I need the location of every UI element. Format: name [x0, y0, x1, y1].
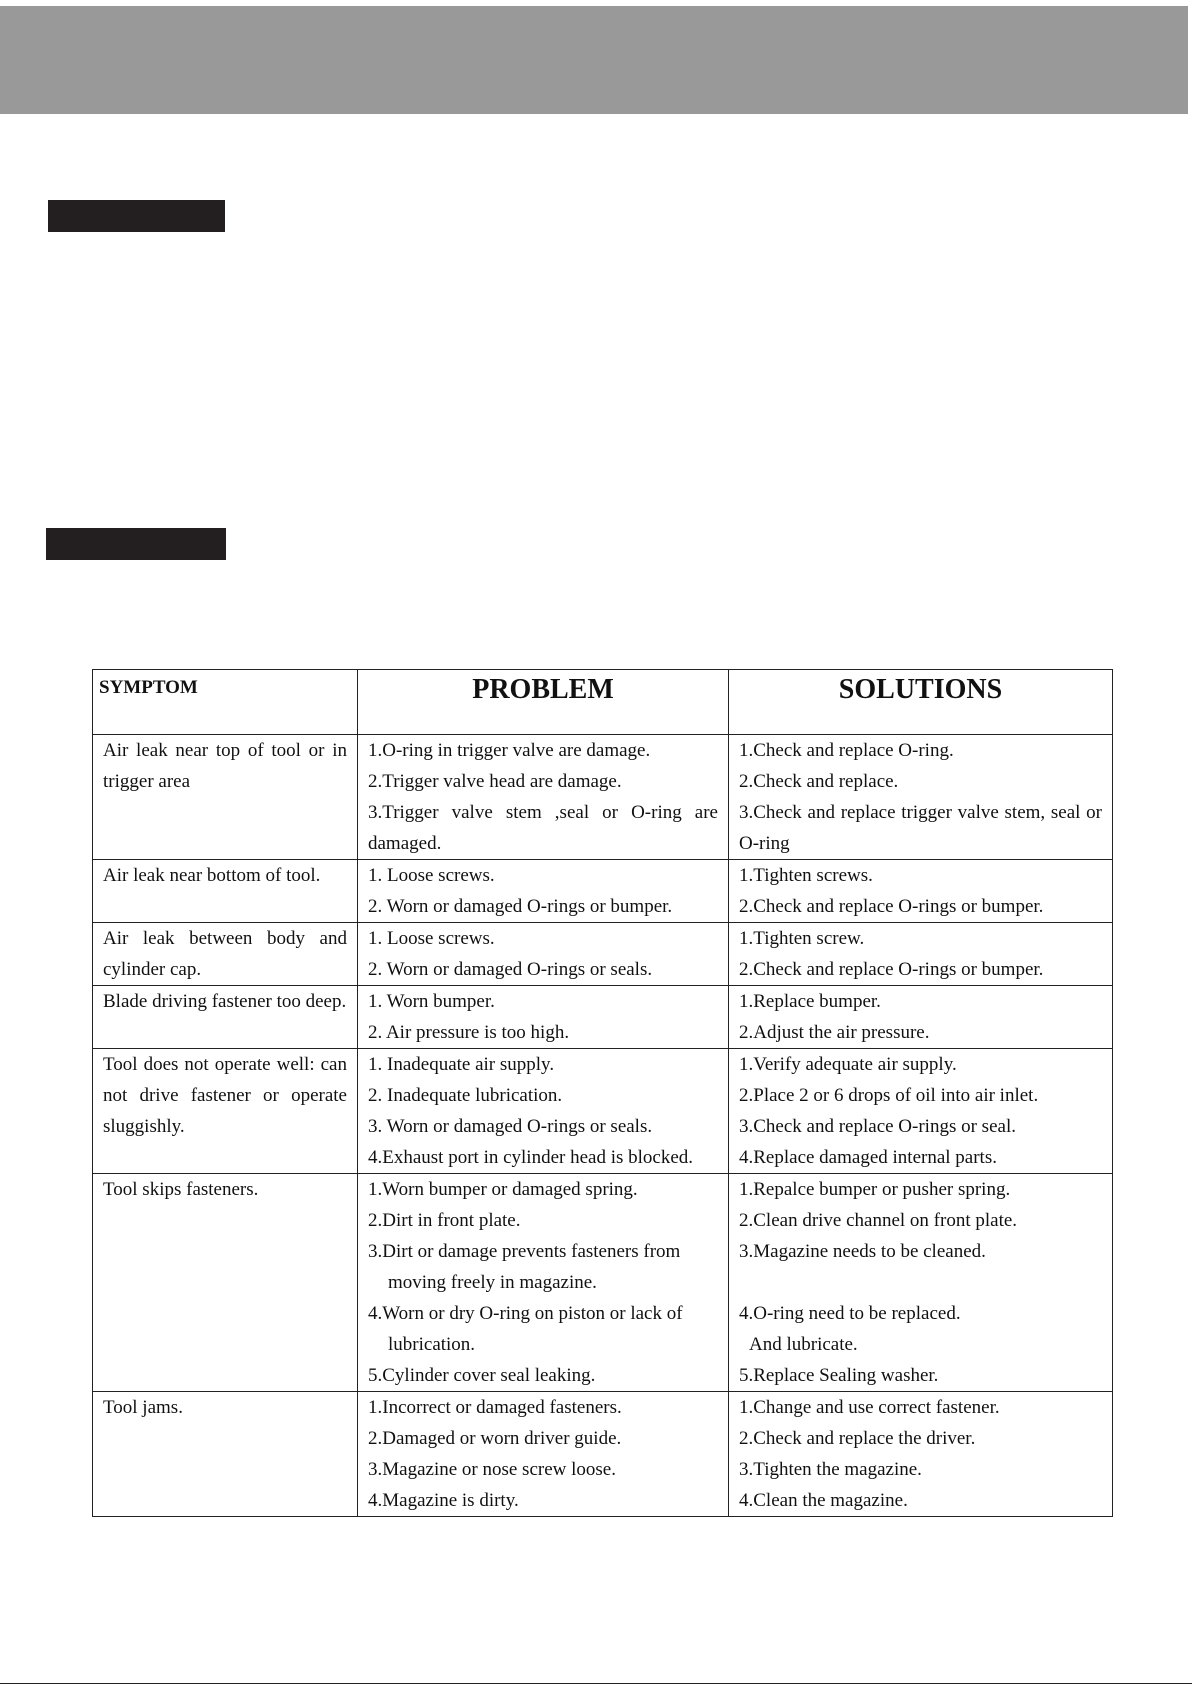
problem-line: 3.Magazine or nose screw loose. — [368, 1459, 616, 1480]
solution-line: 3.Check and replace O-rings or seal. — [739, 1116, 1016, 1137]
table-row — [93, 735, 1113, 860]
solution-cell — [729, 986, 1113, 1049]
problem-line: 1. Inadequate air supply. — [368, 1054, 555, 1075]
solution-line: 1.Repalce bumper or pusher spring. — [739, 1179, 1011, 1200]
problem-line: 1.Incorrect or damaged fasteners. — [368, 1397, 622, 1418]
problem-line: 2. Air pressure is too high. — [368, 1022, 570, 1043]
problem-line: 5.Cylinder cover seal leaking. — [368, 1365, 596, 1386]
problem-line: 1.Worn bumper or damaged spring. — [368, 1179, 638, 1200]
problem-line: 1. Loose screws. — [368, 865, 495, 886]
problem-line: 2. Worn or damaged O-rings or bumper. — [368, 896, 673, 917]
problem-cell — [358, 735, 729, 860]
troubleshooting-table — [92, 669, 1113, 1517]
table-row — [93, 986, 1113, 1049]
problem-cell — [358, 1174, 729, 1392]
solution-line: 4.Clean the magazine. — [739, 1490, 908, 1511]
symptom-cell: Tool skips fasteners. — [93, 1174, 358, 1392]
solution-spacer — [739, 1267, 1102, 1298]
problem-line: 2.Trigger valve head are damage. — [368, 771, 622, 792]
solution-line: 3.Check and replace trigger valve stem, seal or O-ring — [739, 802, 1102, 854]
symptom-cell: Tool jams. — [93, 1392, 358, 1517]
solution-line: 1.Replace bumper. — [739, 991, 881, 1012]
solution-line: 1.Check and replace O-ring. — [739, 740, 954, 761]
problem-line: 2.Dirt in front plate. — [368, 1210, 521, 1231]
problem-cell — [358, 1392, 729, 1517]
solution-cell — [729, 860, 1113, 923]
problem-line: 2.Damaged or worn driver guide. — [368, 1428, 622, 1449]
table-row — [93, 1174, 1113, 1392]
problem-line: lubrication. — [388, 1334, 476, 1355]
solution-line: 1.Verify adequate air supply. — [739, 1054, 957, 1075]
solution-cell — [729, 735, 1113, 860]
problem-line: 1. Loose screws. — [368, 928, 495, 949]
symptom-cell: Air leak near top of tool or in trigger area — [93, 735, 358, 860]
solution-line: 2.Check and replace O-rings or bumper. — [739, 896, 1044, 917]
solution-line: 2.Check and replace the driver. — [739, 1428, 976, 1449]
solution-line: 2.Adjust the air pressure. — [739, 1022, 930, 1043]
problem-line: 2. Worn or damaged O-rings or seals. — [368, 959, 653, 980]
solution-line: 3.Tighten the magazine. — [739, 1459, 922, 1480]
bottom-rule — [0, 1683, 1192, 1684]
section-label-bar-2 — [46, 528, 226, 560]
solution-cell — [729, 1049, 1113, 1174]
problem-line: moving freely in magazine. — [388, 1272, 597, 1293]
problem-cell — [358, 923, 729, 986]
symptom-cell: Air leak between body and cylinder cap. — [93, 923, 358, 986]
problem-line: 3.Trigger valve stem ,seal or O-ring are damaged. — [368, 802, 718, 854]
solution-line: 2.Place 2 or 6 drops of oil into air inlet. — [739, 1085, 1039, 1106]
symptom-cell: Tool does not operate well: can not drive fastener or operate sluggishly. — [93, 1049, 358, 1174]
problem-line: 4.Worn or dry O-ring on piston or lack of — [368, 1303, 683, 1324]
problem-cell — [358, 1049, 729, 1174]
section-label-bar-1 — [48, 200, 225, 232]
solution-line: 2.Check and replace O-rings or bumper. — [739, 959, 1044, 980]
solution-line: 1.Change and use correct fastener. — [739, 1397, 1000, 1418]
solution-line: 4.Replace damaged internal parts. — [739, 1147, 997, 1168]
table-header-row — [93, 670, 1113, 735]
solution-line: 2.Clean drive channel on front plate. — [739, 1210, 1018, 1231]
problem-line: 1.O-ring in trigger valve are damage. — [368, 740, 651, 761]
solution-line: 2.Check and replace. — [739, 771, 899, 792]
problem-line: 1. Worn bumper. — [368, 991, 495, 1012]
symptom-cell: Air leak near bottom of tool. — [93, 860, 358, 923]
table-row — [93, 1392, 1113, 1517]
solution-line: 5.Replace Sealing washer. — [739, 1365, 939, 1386]
problem-line: 2. Inadequate lubrication. — [368, 1085, 563, 1106]
solution-line: 3.Magazine needs to be cleaned. — [739, 1241, 986, 1262]
header-solutions: SOLUTIONS — [729, 670, 1113, 735]
problem-cell — [358, 986, 729, 1049]
solution-line: And lubricate. — [749, 1334, 858, 1355]
symptom-cell: Blade driving fastener too deep. — [93, 986, 358, 1049]
solution-cell — [729, 923, 1113, 986]
solution-cell — [729, 1392, 1113, 1517]
problem-line: 4.Exhaust port in cylinder head is blocked. — [368, 1147, 694, 1168]
header-band — [0, 6, 1188, 114]
header-symptom: SYMPTOM — [93, 670, 358, 735]
header-problem: PROBLEM — [358, 670, 729, 735]
problem-line: 3.Dirt or damage prevents fasteners from — [368, 1241, 681, 1262]
table-row — [93, 923, 1113, 986]
solution-line: 1.Tighten screws. — [739, 865, 873, 886]
problem-line: 4.Magazine is dirty. — [368, 1490, 519, 1511]
table-row — [93, 1049, 1113, 1174]
solution-line: 1.Tighten screw. — [739, 928, 865, 949]
problem-cell — [358, 860, 729, 923]
table-row — [93, 860, 1113, 923]
solution-cell — [729, 1174, 1113, 1392]
problem-line: 3. Worn or damaged O-rings or seals. — [368, 1116, 653, 1137]
solution-line: 4.O-ring need to be replaced. — [739, 1303, 961, 1324]
